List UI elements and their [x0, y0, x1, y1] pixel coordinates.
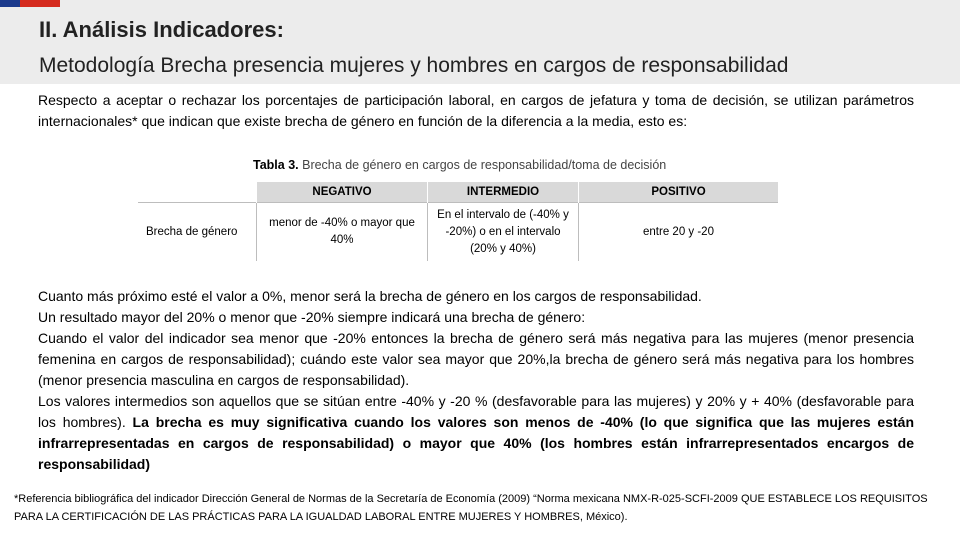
significance-text: La brecha es muy significativa cuando los valores son menos de -40% (lo que significa que las mujeres están infrarrepresentadas en cargos de responsabilidad) o mayor que 40% (los hombres están infrarrepresentados encargos de responsabilidad) [38, 414, 915, 472]
explanation-line-1: Cuanto más próximo esté el valor a 0%, menor será la brecha de género en los cargos de responsabilidad. [38, 288, 702, 304]
cell-positivo: entre 20 y -20 [579, 203, 779, 262]
table-header-positivo: POSITIVO [579, 182, 779, 203]
explanation-line-2: Un resultado mayor del 20% o menor que -20% siempre indicará una brecha de género: [38, 309, 586, 325]
slide-subtitle: Metodología Brecha presencia mujeres y hombres en cargos de responsabilidad [39, 54, 789, 77]
footnote-reference: *Referencia bibliográfica del indicador Dirección General de Normas de la Secretaría de Economía (2009) “Norma mexicana NMX-R-025-SCFI-2009 QUE ESTABLECE LOS REQUISITOS PARA LA CERTIFICACIÓN DE LAS PRÁCTICAS PARA LA IGUALDAD LABORAL ENTRE MUJERES Y HOMBRES, México). [14, 493, 928, 523]
cell-negativo: menor de -40% o mayor que 40% [257, 203, 428, 262]
table-header-row [138, 182, 778, 203]
table-caption [253, 158, 666, 172]
table-header-negativo: NEGATIVO [257, 182, 428, 203]
flag-stripe-red [20, 0, 60, 7]
table-caption-text: Brecha de género en cargos de responsabilidad/toma de decisión [302, 158, 667, 172]
slide-header [0, 0, 960, 84]
table-header-empty [138, 182, 257, 203]
flag-stripe-blue [0, 0, 20, 7]
explanation-line-4 [38, 391, 914, 475]
table-header-intermedio: INTERMEDIO [428, 182, 579, 203]
slide-title: II. Análisis Indicadores: [39, 17, 284, 42]
cell-intermedio: En el intervalo de (-40% y -20%) o en el intervalo (20% y 40%) [428, 203, 579, 262]
table-row [138, 203, 778, 262]
intro-paragraph: Respecto a aceptar o rechazar los porcentajes de participación laboral, en cargos de jefatura y toma de decisión, se utilizan parámetros internacionales* que indican que existe brecha de género en función de la diferencia a la media, esto es: [38, 92, 914, 129]
row-label: Brecha de género [138, 203, 257, 262]
gender-gap-table [138, 182, 778, 261]
explanation-block [38, 286, 914, 475]
table-caption-number: Tabla 3. [253, 158, 299, 172]
intermediate-values-text: Los valores intermedios son aquellos que se sitúan entre -40% y -20 % (desfavorable para las mujeres) y 20% y + 40% (desfavorable para los hombres). [38, 393, 914, 430]
explanation-line-3: Cuando el valor del indicador sea menor que -20% entonces la brecha de género será más negativa para las mujeres (menor presencia femenina en cargos de responsabilidad); cuándo este valor sea mayor que 20%,la brecha de género será más negativa para los hombres (menor presencia masculina en cargos de responsabilidad). [38, 330, 914, 388]
